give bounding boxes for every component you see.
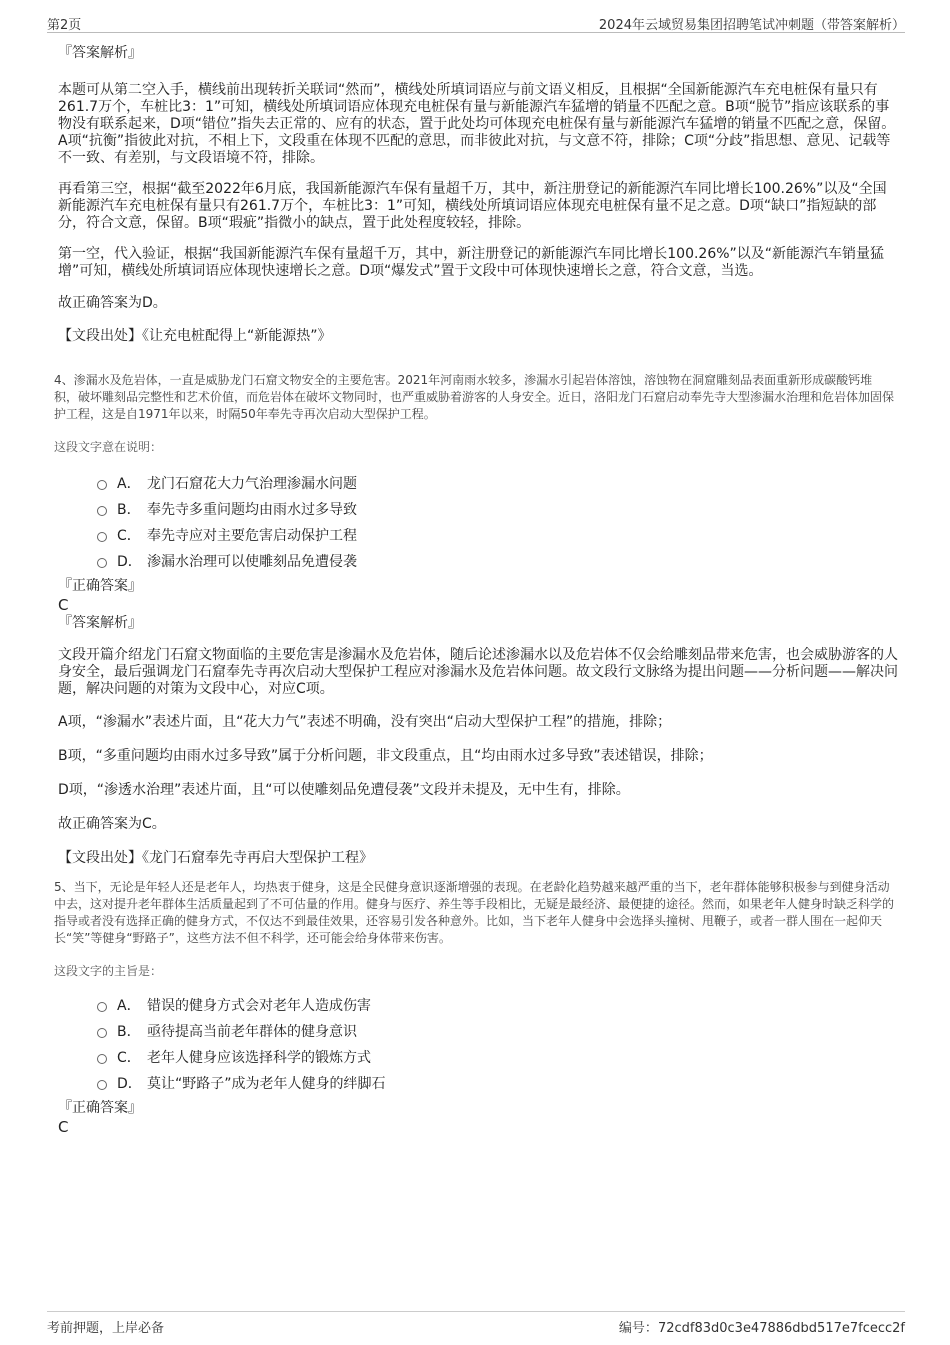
q5-question-text: 5、当下，无论是年轻人还是老年人，均热衷于健身，这是全民健身意识逐渐增强的表现。在老龄化趋势越来越严重的当下，老年群体能够积极参与到健身活动中去，这对提升老年群体生活质量起到了不可估量的作用。健身与医疗、养生等手段相比，无疑是最经济、最便捷的途径。然而，如果老年人健身时缺乏科学的指导或者没有选择正确的健身方式，不仅达不到最佳效果，还容易引发各种意外。比如，当下老年人健身中会选择头撞树、甩鞭子，或者一群人围在一起仰天长“笑”等健身“野路子”，这些方法不但不科学，还可能会给身体带来伤害。 [54, 880, 895, 945]
option-letter: B． [117, 502, 141, 518]
q4-options [58, 471, 898, 575]
option-text: 错误的健身方式会对老年人造成伤害 [147, 998, 371, 1014]
q4-option-c[interactable] [58, 523, 898, 549]
radio-button[interactable] [97, 1028, 107, 1038]
option-text: 奉先寺应对主要危害启动保护工程 [147, 528, 357, 544]
q5-prompt: 这段文字的主旨是： [54, 964, 163, 978]
q4-option-a[interactable] [58, 471, 898, 497]
option-text: 渗漏水治理可以使雕刻品免遭侵袭 [147, 554, 357, 570]
option-letter: D． [117, 1076, 142, 1092]
footer-code-value: 72cdf83d0c3e47886dbd517e7fcecc2f [657, 1321, 905, 1336]
q5-options [58, 993, 898, 1097]
q4-source: 【文段出处】《龙门石窟奉先寺再启大型保护工程》 [58, 850, 373, 866]
footer-code [619, 1317, 905, 1336]
document-body [54, 44, 898, 1136]
page-number: 第2页 [47, 18, 82, 33]
q4-option-b[interactable] [58, 497, 898, 523]
footer-code-label: 编号： [618, 1321, 658, 1336]
option-letter: C． [117, 1050, 141, 1066]
q5-answer: C [58, 1118, 69, 1136]
q5-option-c[interactable] [58, 1045, 898, 1071]
footer-slogan: 考前押题，上岸必备 [47, 1321, 165, 1336]
q4-analysis-paragraph: 文段开篇介绍龙门石窟文物面临的主要危害是渗漏水及危岩体，随后论述渗漏水以及危岩体不仅会给雕刻品带来危害，也会威胁游客的人身安全，最后强调龙门石窟奉先寺再次启动大型保护工程应对渗漏水及危岩体问题。故文段行文脉络为提出问题——分析问题——解决问题，解决问题的对策为文段中心，对应C项。 [58, 647, 898, 697]
q3-analysis-paragraph: 再看第三空，根据“截至2022年6月底，我国新能源汽车保有量超千万，其中，新注册登记的新能源汽车同比增长100.26%”以及“全国新能源汽车充电桩保有量只有261.7万个，车桩比3：1”可知，横线处所填词语应体现充电桩保有量不足之意。D项“缺口”指短缺的部分，符合文意，保留。B项“瑕疵”指微小的缺点，置于此处程度较轻，排除。 [58, 181, 887, 231]
q4-conclusion: 故正确答案为C。 [58, 816, 166, 832]
q3-analysis-label: 『答案解析』 [58, 45, 142, 61]
q4-answer-label: 『正确答案』 [58, 578, 142, 594]
option-letter: D． [117, 554, 142, 570]
option-letter: A． [117, 998, 141, 1014]
radio-button[interactable] [97, 1080, 107, 1090]
q3-analysis-paragraph: 本题可从第二空入手，横线前出现转折关联词“然而”，横线处所填词语应与前文语义相反，且根据“全国新能源汽车充电桩保有量只有261.7万个，车桩比3：1”可知，横线处所填词语应体现充电桩保有量与新能源汽车猛增的销量不匹配之意。B项“脱节”指应该联系的事物没有联系起来，D项“错位”指失去正常的、应有的状态，置于此处均可体现充电桩保有量与新能源汽车猛增的销量不匹配之意，保留。A项“抗衡”指彼此对抗，不相上下，文段重在体现不匹配的意思，而非彼此对抗，与文意不符，排除；C项“分歧”指思想、意见、记载等不一致、有差别，与文段语境不符，排除。 [58, 82, 896, 166]
option-text: 老年人健身应该选择科学的锻炼方式 [147, 1050, 371, 1066]
q4-analysis-paragraph: D项，“渗透水治理”表述片面，且“可以使雕刻品免遭侵袭”文段并未提及，无中生有，排除。 [58, 782, 630, 798]
q4-analysis-paragraph: A项，“渗漏水”表述片面，且“花大力气”表述不明确，没有突出“启动大型保护工程”的措施，排除； [58, 714, 672, 730]
q4-option-d[interactable] [58, 549, 898, 575]
option-text: 奉先寺多重问题均由雨水过多导致 [147, 502, 357, 518]
option-text: 亟待提高当前老年群体的健身意识 [147, 1024, 357, 1040]
option-letter: B． [117, 1024, 141, 1040]
q4-answer: C [58, 596, 69, 614]
page-header [47, 12, 905, 33]
q5-option-a[interactable] [58, 993, 898, 1019]
q5-option-d[interactable] [58, 1071, 898, 1097]
q3-source: 【文段出处】《让充电桩配得上“新能源热”》 [58, 328, 332, 344]
q4-analysis-label: 『答案解析』 [58, 615, 142, 631]
q4-question-text: 4、渗漏水及危岩体，一直是威胁龙门石窟文物安全的主要危害。2021年河南雨水较多，渗漏水引起岩体溶蚀，溶蚀物在洞窟雕刻品表面重新形成碳酸钙堆积，破坏雕刻品完整性和艺术价值，而危岩体在破坏文物同时，也严重威胁着游客的人身安全。近日，洛阳龙门石窟启动奉先寺大型渗漏水治理和危岩体加固保护工程，这是自1971年以来，时隔50年奉先寺再次启动大型保护工程。 [54, 373, 895, 421]
q4-analysis-paragraph: B项，“多重问题均由雨水过多导致”属于分析问题，非文段重点，且“均由雨水过多导致”表述错误，排除； [58, 748, 713, 764]
q3-conclusion: 故正确答案为D。 [58, 295, 167, 311]
radio-button[interactable] [97, 480, 107, 490]
q5-option-b[interactable] [58, 1019, 898, 1045]
radio-button[interactable] [97, 1054, 107, 1064]
page-footer [47, 1311, 905, 1338]
option-text: 莫让“野路子”成为老年人健身的绊脚石 [147, 1076, 386, 1092]
q4-prompt: 这段文字意在说明： [54, 440, 163, 454]
radio-button[interactable] [97, 532, 107, 542]
q3-analysis-paragraph: 第一空，代入验证，根据“我国新能源汽车保有量超千万，其中，新注册登记的新能源汽车同比增长100.26%”以及“新能源汽车销量猛增”可知，横线处所填词语应体现快速增长之意。D项“爆发式”置于文段中可体现快速增长之意，符合文意，当选。 [58, 246, 885, 279]
radio-button[interactable] [97, 558, 107, 568]
radio-button[interactable] [97, 506, 107, 516]
option-letter: C． [117, 528, 141, 544]
option-text: 龙门石窟花大力气治理渗漏水问题 [147, 476, 357, 492]
option-letter: A． [117, 476, 141, 492]
document-title: 2024年云域贸易集团招聘笔试冲刺题（带答案解析） [598, 18, 905, 33]
radio-button[interactable] [97, 1002, 107, 1012]
q5-answer-label: 『正确答案』 [58, 1100, 142, 1116]
